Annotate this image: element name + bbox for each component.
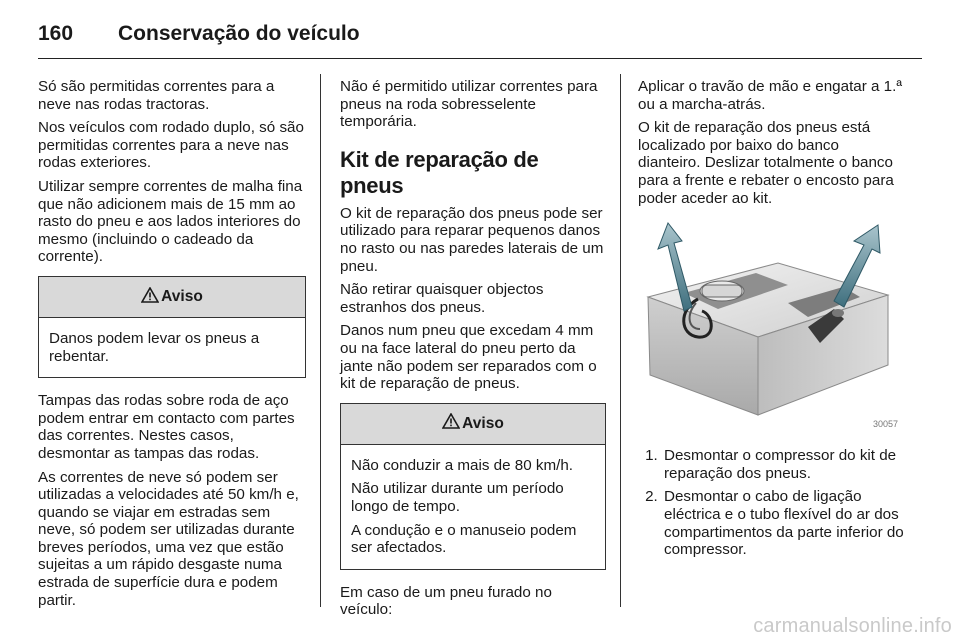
column-divider [620, 74, 621, 607]
paragraph: O kit de reparação dos pneus está localizado por baixo do banco dianteiro. Deslizar totalmente o banco para a frente e rebater o encosto para poder aceder ao kit. [638, 119, 894, 207]
section-heading: Kit de reparação de pneus [340, 146, 539, 198]
paragraph: O kit de reparação dos pneus pode ser utilizado para reparar pequenos danos no rasto ou nas paredes laterais de um pneu. [340, 204, 604, 275]
paragraph: Não é permitido utilizar correntes para pneus na roda sobresselente temporária. [340, 78, 598, 131]
warning-box [38, 276, 306, 378]
header-rule [38, 58, 922, 59]
warning-triangle-icon [442, 413, 460, 434]
column-3 [638, 78, 904, 565]
paragraph: Danos num pneu que excedam 4 mm ou na face lateral do pneu perto da jante não podem ser reparados com o kit de reparação de pneus. [340, 322, 597, 393]
warning-text: Danos podem levar os pneus a rebentar. [49, 329, 260, 365]
chapter-title: Conservação do veículo [118, 22, 360, 45]
warning-title: Aviso [161, 288, 203, 306]
page-number: 160 [38, 22, 74, 45]
warning-triangle-icon [141, 287, 159, 308]
warning-header [341, 404, 605, 445]
figure-code: 30057 [872, 418, 898, 429]
warning-body [39, 318, 305, 377]
warning-header [39, 277, 305, 318]
paragraph: Em caso de um pneu furado no veículo: [340, 583, 552, 619]
warning-text: A condução e o manuseio podem ser afectados. [351, 521, 577, 557]
warning-body [341, 445, 605, 569]
paragraph: As correntes de neve só podem ser utilizadas a velocidades até 50 km/h e, quando se viajar em estradas sem neve, só podem ser utilizadas durante breves períodos, uma vez que estão sujeitas a um rápido desgaste numa estrada de superfície dura e podem partir. [38, 468, 299, 609]
warning-text: Não conduzir a mais de 80 km/h. [351, 456, 574, 474]
warning-box [340, 403, 606, 570]
column-1 [38, 78, 306, 615]
paragraph: Só são permitidas correntes para a neve nas rodas tractoras. [38, 78, 275, 113]
list-item: 2. Desmontar o cabo de ligação eléctrica e o tubo flexível do ar dos compartimentos da parte inferior do compressor. [662, 488, 904, 558]
paragraph: Tampas das rodas sobre roda de aço podem entrar em contacto com partes das correntes. Nestes casos, desmontar as tampas das rodas. [38, 392, 295, 462]
column-divider [320, 74, 321, 607]
paragraph: Nos veículos com rodado duplo, só são permitidas correntes para a neve nas rodas exteriores. [38, 119, 304, 172]
paragraph: Utilizar sempre correntes de malha fina que não adicionem mais de 15 mm ao rasto do pneu e aos lados interiores do mesmo (incluindo o cadeado da corrente). [38, 177, 303, 266]
column-2 [340, 78, 606, 625]
page-header [38, 17, 360, 51]
steps-list [638, 447, 904, 559]
watermark: carmanualsonline.info [753, 615, 952, 637]
paragraph: Não retirar quaisquer objectos estranhos dos pneus. [340, 281, 544, 316]
tire-repair-kit-illustration [638, 215, 900, 433]
warning-text: Não utilizar durante um período longo de tempo. [351, 480, 564, 515]
list-item: 1. Desmontar o compressor do kit de reparação dos pneus. [662, 447, 904, 482]
warning-title: Aviso [462, 414, 504, 432]
tire-repair-kit-figure [638, 215, 900, 433]
paragraph: Aplicar o travão de mão e engatar a 1.ª ou a marcha-atrás. [638, 78, 902, 113]
